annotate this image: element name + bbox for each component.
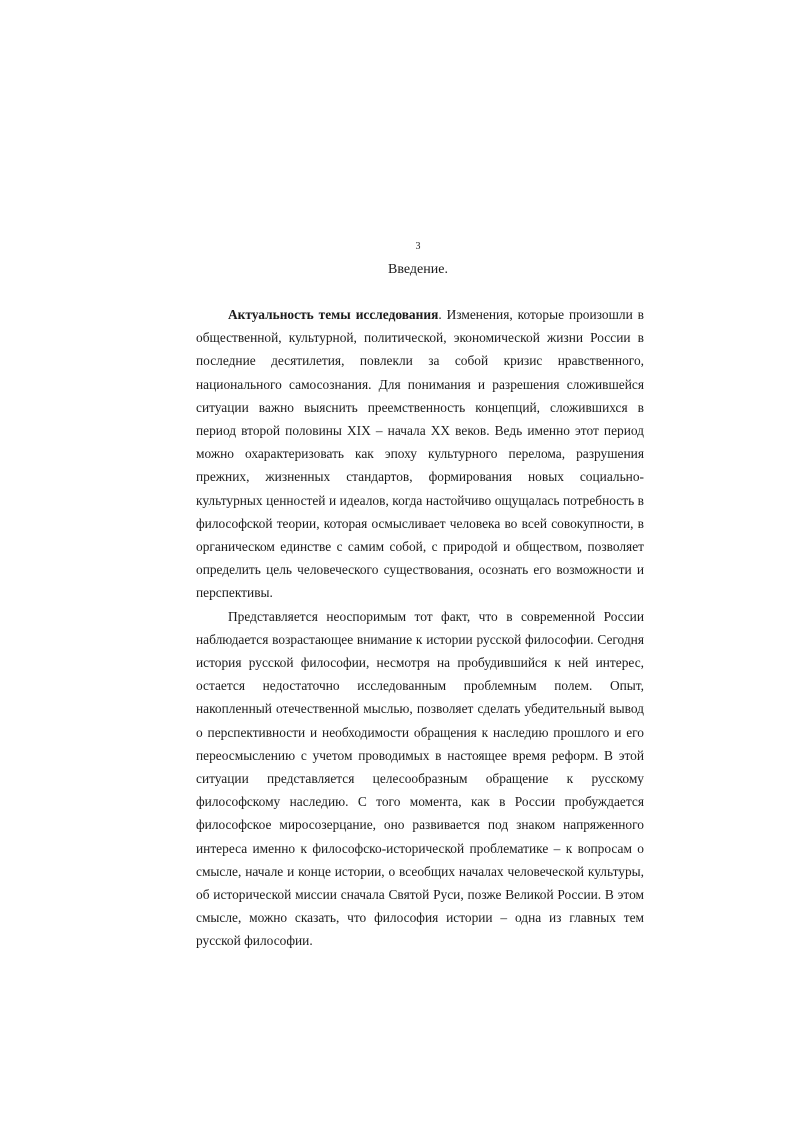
page-number: 3 <box>415 241 421 252</box>
paragraph-russian-philosophy <box>196 605 644 953</box>
paragraph-relevance <box>196 303 644 605</box>
paragraph-text: . Изменения, которые произошли в общественной, культурной, политической, экономической жизни России в последние десятилетия, повлекли за собой кризис нравственного, национального самосознания. Для понимания и разрешения сложившейся ситуации важно выяснить преемственность концепций, сложившихся в период второй половины XIX – начала XX веков. Ведь именно этот период можно охарактеризовать как эпоху культурного перелома, разрушения прежних, жизненных стандартов, формирования новых социально-культурных ценностей и идеалов, когда настойчиво ощущалась потребность в философской теории, которая осмысливает человека во всей совокупности, в органическом единстве с самим собой, с природой и обществом, позволяет определить цель человеческого существования, осознать его возможности и перспективы. <box>196 307 644 601</box>
paragraph-text: Представляется неоспоримым тот факт, что в современной России наблюдается возрастающее внимание к истории русской философии. Сегодня история русской философии, несмотря на пробудившийся к ней интерес, остается недостаточно исследованным проблемным полем. Опыт, накопленный отечественной мыслью, позволяет сделать убедительный вывод о перспективности и необходимости обращения к наследию прошлого и его переосмыслению с учетом проводимых в настоящее время реформ. В этой ситуации представляется целесообразным обращение к русскому философскому наследию. С того момента, как в России пробуждается философское миросозерцание, оно развивается под знаком напряженного интереса именно к философско-исторической проблематике – к вопросам о смысле, начале и конце истории, о всеобщих началах человеческой культуры, об исторической миссии сначала Святой Руси, позже Великой России. В этом смысле, можно сказать, что философия истории – одна из главных тем русской философии. <box>196 608 644 949</box>
paragraph-lead: Актуальность темы исследования <box>228 307 439 322</box>
section-heading: Введение. <box>388 262 448 277</box>
document-body <box>196 303 644 953</box>
